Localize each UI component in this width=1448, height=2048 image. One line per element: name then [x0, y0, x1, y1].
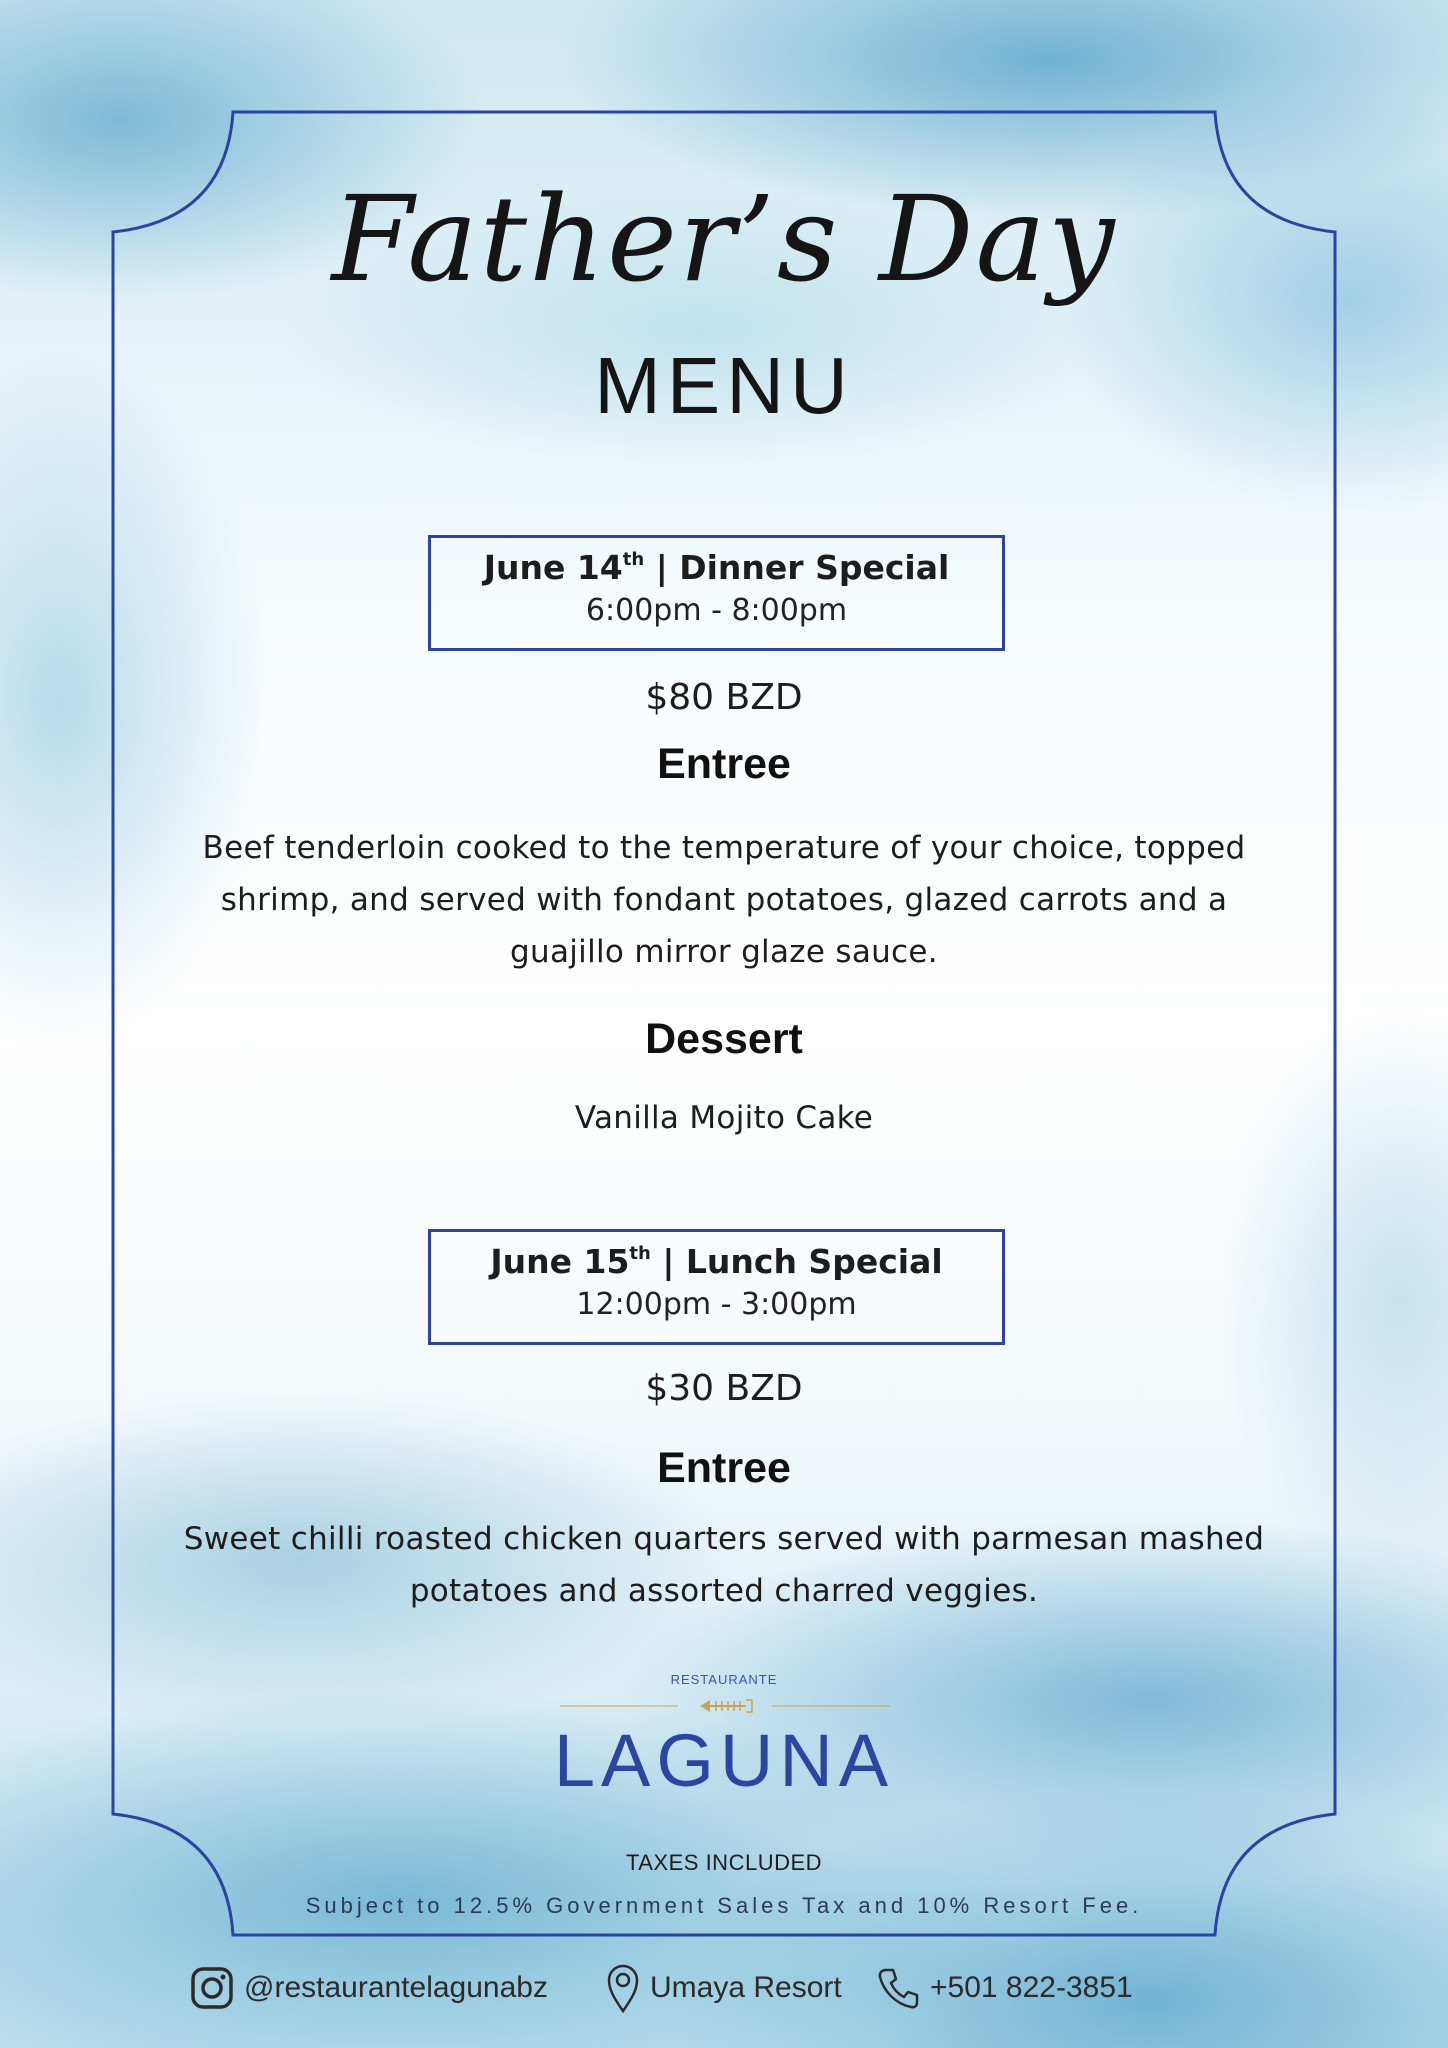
menu-title: MENU [594, 341, 854, 430]
lunch-label: | Lunch Special [662, 1242, 943, 1281]
taxes-included: TAXES INCLUDED [625, 1850, 823, 1875]
logo-subtitle: RESTAURANTE [670, 1672, 778, 1687]
lunch-entree-heading: Entree [657, 1444, 791, 1492]
dinner-time: 6:00pm - 8:00pm [585, 593, 848, 628]
instagram-handle[interactable]: @restaurantelagunabz [244, 1971, 548, 2004]
lunch-entree-description [0, 1513, 1448, 1617]
location-name: Umaya Resort [650, 1971, 842, 2004]
lunch-entree-line: potatoes and assorted charred veggies. [409, 1573, 1039, 1609]
dinner-entree-description [0, 822, 1448, 978]
lunch-special-heading [431, 1242, 1002, 1281]
logo-name: LAGUNA [553, 1719, 895, 1802]
dinner-price: $80 BZD [645, 677, 803, 718]
lunch-entree-line: Sweet chilli roasted chicken quarters served with parmesan mashed [183, 1521, 1265, 1557]
phone-contact[interactable] [876, 1960, 1133, 2016]
lunch-price: $30 BZD [645, 1368, 803, 1409]
dinner-entree-line: guajillo mirror glaze sauce. [510, 934, 938, 970]
location-pin-icon [606, 1962, 640, 2014]
dinner-dessert: Vanilla Mojito Cake [574, 1100, 874, 1136]
phone-number[interactable]: +501 822-3851 [930, 1971, 1133, 2004]
menu-title-script: Father’s Day [331, 170, 1117, 308]
dinner-entree-line: shrimp, and served with fondant potatoes, glazed carrots and a [220, 882, 1228, 918]
location-contact [606, 1960, 842, 2016]
dinner-date-suffix: th [622, 549, 645, 570]
phone-icon [876, 1966, 920, 2010]
instagram-contact[interactable] [190, 1960, 548, 2016]
dinner-special-heading [431, 548, 1002, 587]
lunch-special-box [428, 1229, 1005, 1345]
lunch-time: 12:00pm - 3:00pm [576, 1287, 857, 1322]
dinner-entree-heading: Entree [657, 740, 791, 788]
dinner-label: | Dinner Special [655, 548, 950, 587]
tax-disclaimer: Subject to 12.5% Government Sales Tax and 10% Resort Fee. [305, 1893, 1143, 1918]
dinner-date: June 14 [483, 548, 623, 587]
lunch-date: June 15 [490, 1242, 630, 1281]
dinner-entree-line: Beef tenderloin cooked to the temperature of your choice, topped [202, 830, 1246, 866]
dinner-dessert-heading: Dessert [645, 1015, 803, 1063]
lunch-date-suffix: th [629, 1243, 651, 1264]
instagram-icon [190, 1966, 234, 2010]
dinner-special-box [428, 535, 1005, 651]
fish-bone-icon [560, 1696, 890, 1716]
